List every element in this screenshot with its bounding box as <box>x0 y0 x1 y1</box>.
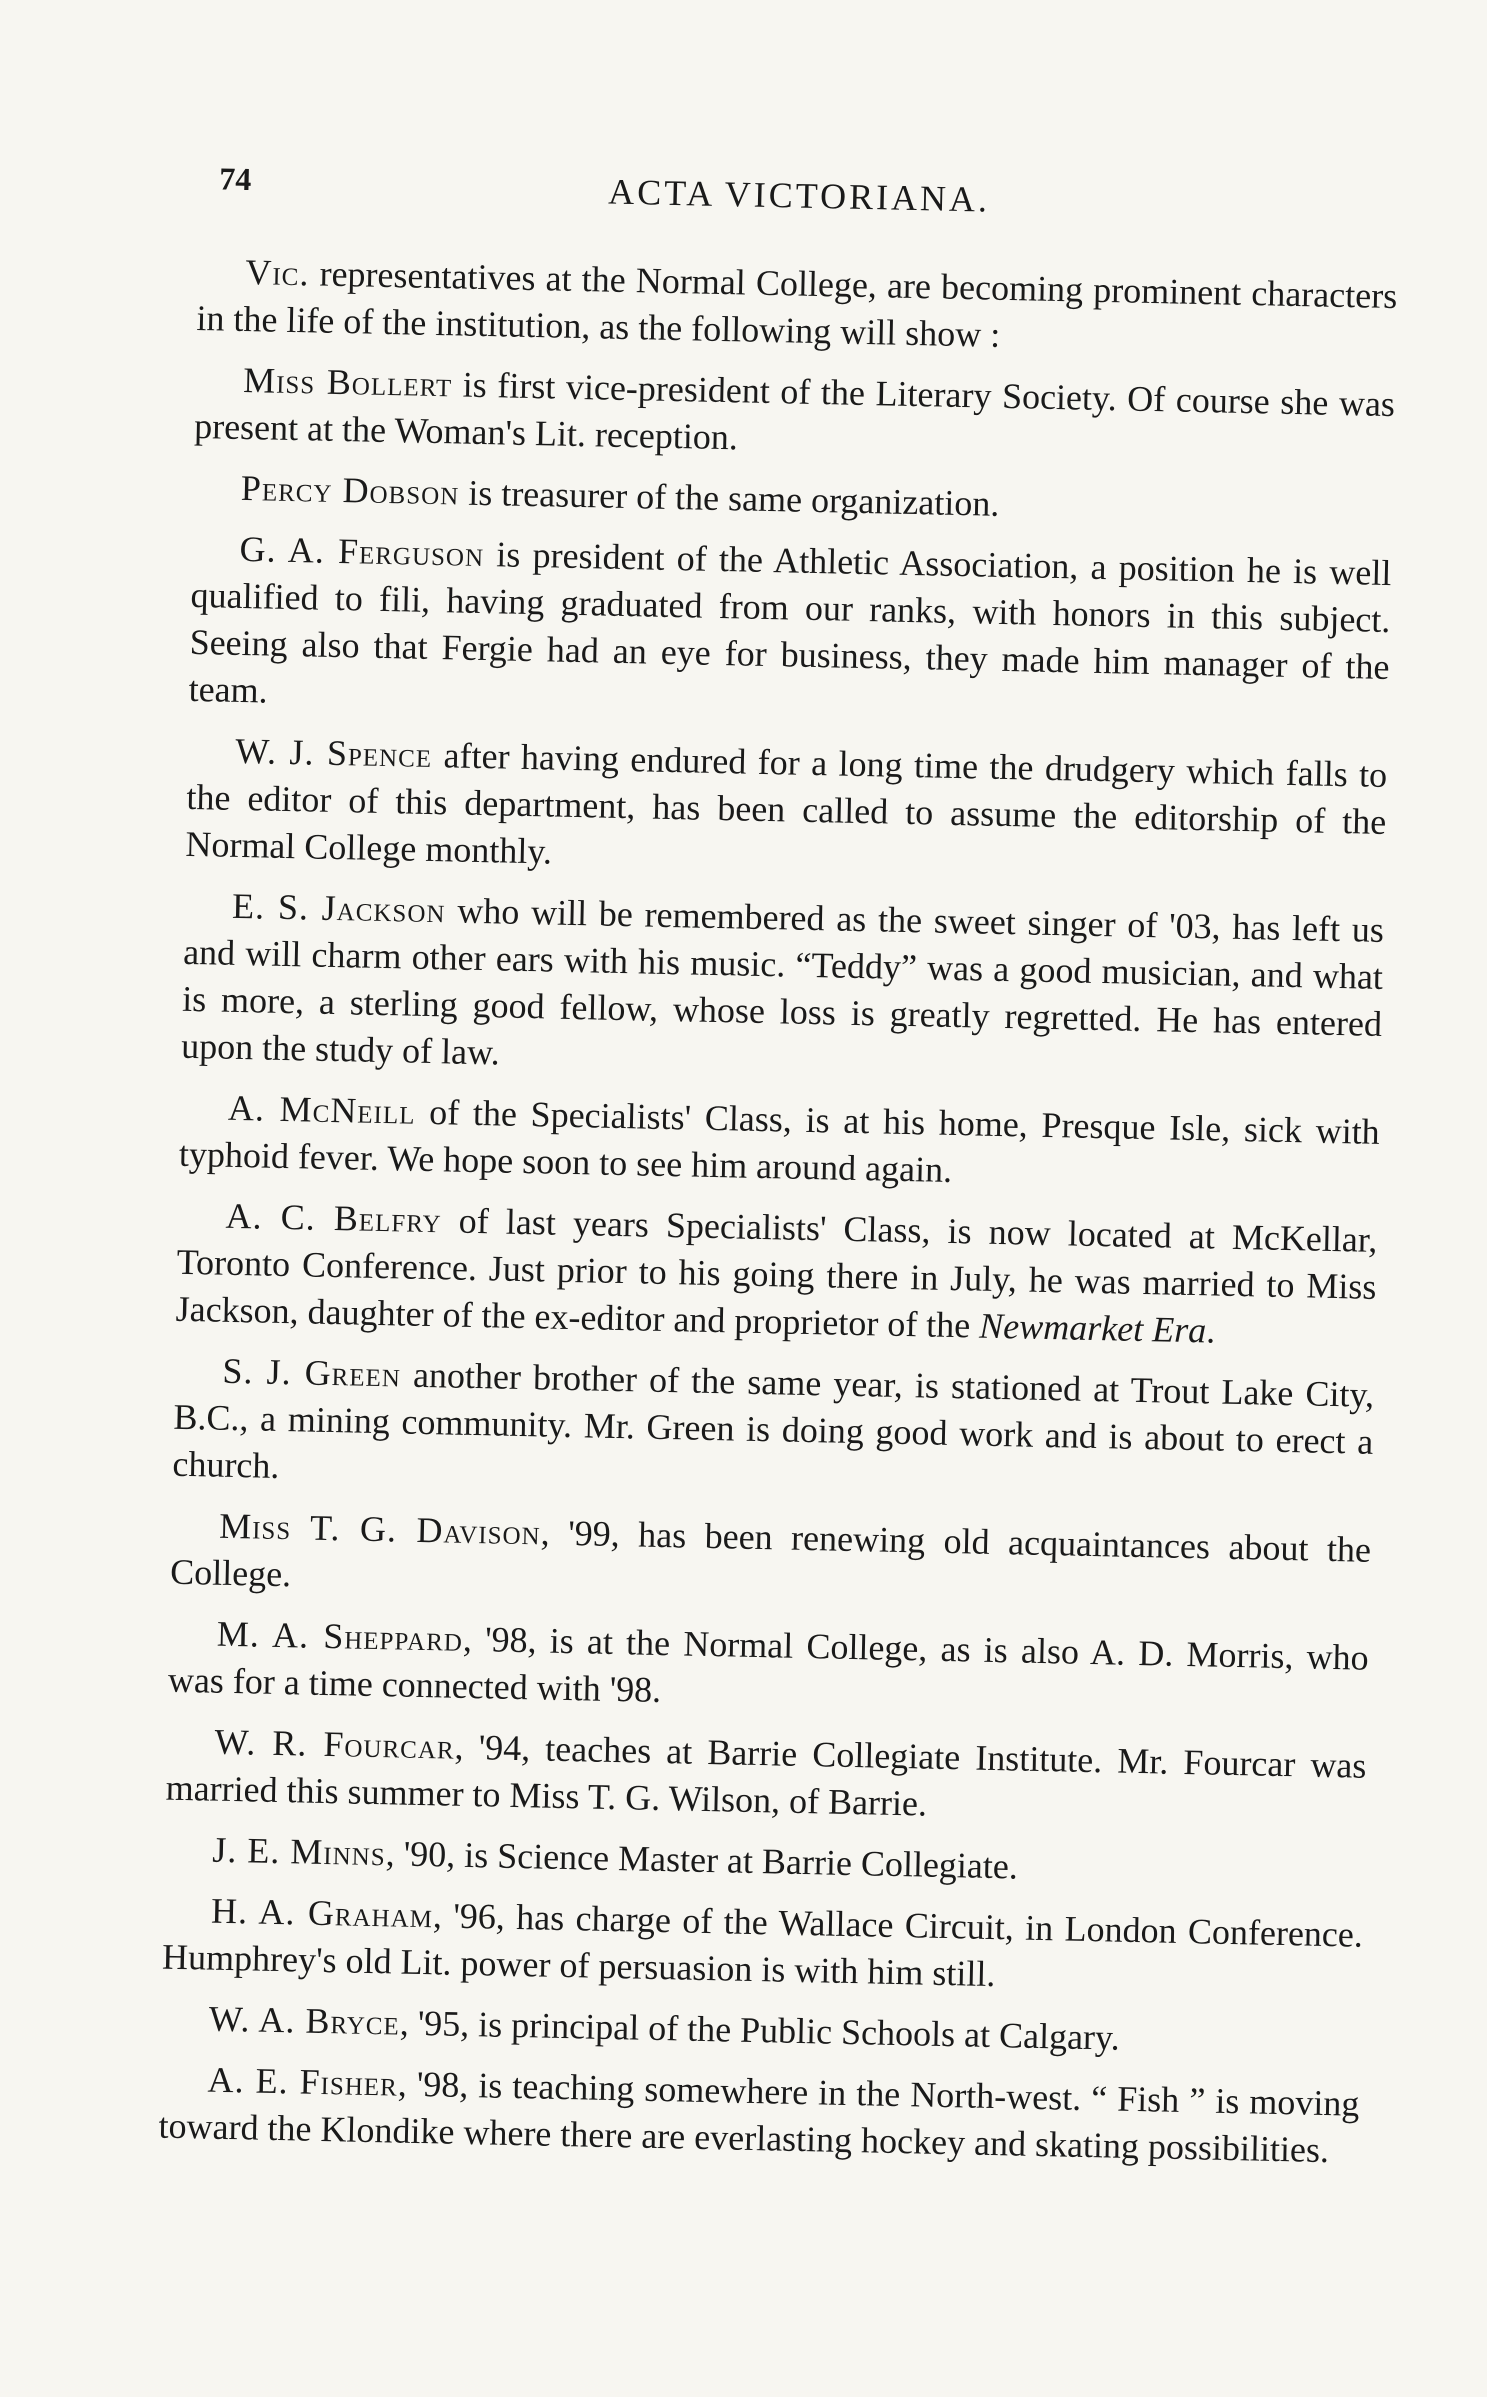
paragraph-minns <box>164 1826 1365 1898</box>
entry-text: is president of the Athletic Association, a position he is well qualified to fili, having graduated from our ranks, with honors in this subject. Seeing also that Fergie had an eye for business, they made him manager of the team. <box>188 534 1392 711</box>
paragraph-davison <box>170 1502 1372 1621</box>
paragraph-bryce <box>160 1995 1361 2067</box>
entry-name: A. E. Fisher <box>207 2059 399 2104</box>
page-number: 74 <box>219 160 252 198</box>
entry-text: , '98, is at the Normal College, as is also A. D. Morris, who was for a time connected with '98. <box>167 1618 1370 1710</box>
paragraph-jackson <box>181 882 1385 1095</box>
entry-text: representatives at the Normal College, are becoming prominent characters in the life of the institution, as the following will show : <box>196 253 1398 355</box>
entry-text: another brother of the same year, is stationed at Trout Lake City, B.C., a mining community. Mr. Green is doing good work and is about to erect a church. <box>172 1354 1375 1486</box>
alumni-notes <box>158 248 1398 2175</box>
paragraph-fisher <box>158 2056 1360 2175</box>
entry-text: after having endured for a long time the drudgery which falls to the editor of this department, has been called to assume the editorship of the Normal College monthly. <box>185 734 1388 872</box>
paragraph-belfry <box>175 1192 1378 1358</box>
entry-text: , '94, teaches at Barrie Collegiate Institute. Mr. Fourcar was married this summer to Miss T. G. Wilson, of Barrie. <box>165 1726 1367 1824</box>
newspaper-title: Newmarket Era <box>978 1305 1207 1351</box>
paragraph-bollert <box>194 356 1396 475</box>
entry-text: , '90, is Science Master at Barrie Collegiate. <box>385 1833 1019 1887</box>
entry-name: W. A. Bryce <box>208 1998 401 2043</box>
entry-text: of the Specialists' Class, is at his home, Presque Isle, sick with typhoid fever. We hope soon to see him around again. <box>178 1091 1381 1190</box>
entry-name: Vic. <box>245 251 310 294</box>
entry-name: G. A. Ferguson <box>239 528 485 575</box>
entry-name: W. J. Spence <box>235 730 433 775</box>
entry-name: H. A. Graham <box>210 1890 434 1936</box>
entry-name: A. McNeill <box>227 1087 416 1132</box>
paragraph-spence <box>185 727 1388 893</box>
running-head: ACTA VICTORIANA. <box>607 171 991 220</box>
entry-name: Miss T. G. Davison <box>218 1505 542 1553</box>
paragraph-vic-representatives <box>196 248 1398 367</box>
paragraph-fourcar <box>165 1718 1367 1837</box>
entry-text: is first vice-president of the Literary Society. Of course she was present at the Woman's Lit. reception. <box>193 364 1396 458</box>
entry-name: M. A. Sheppard <box>216 1613 464 1659</box>
paragraph-mcneill <box>178 1084 1380 1203</box>
entry-tail: . <box>1205 1310 1216 1351</box>
entry-name: A. C. Belfry <box>225 1195 443 1241</box>
paragraph-green <box>172 1347 1375 1513</box>
entry-text: who will be remembered as the sweet singer of '03, has left us and will charm other ears with his music. “Teddy” was a good musician, and what is more, a sterling good fellow, whose loss is greatly regretted. He has entered upon the study of law. <box>180 890 1385 1073</box>
entry-name: J. E. Minns <box>211 1829 387 1874</box>
paragraph-ferguson <box>188 525 1392 738</box>
paragraph-dobson <box>192 464 1393 536</box>
entry-text: , '96, has charge of the Wallace Circuit, in London Conference. Humphrey's old Lit. power of persuasion is with him still. <box>161 1895 1364 1995</box>
paragraph-graham <box>162 1887 1364 2006</box>
entry-name: Percy Dobson <box>240 467 460 513</box>
entry-name: W. R. Fourcar <box>214 1721 456 1767</box>
entry-text: , '95, is principal of the Public Schools at Calgary. <box>399 2002 1121 2058</box>
entry-name: Miss Bollert <box>242 359 453 405</box>
entry-text: , '98, is teaching somewhere in the North-west. “ Fish ” is moving toward the Klondike where there are everlasting hockey and skating possibilities. <box>158 2063 1360 2171</box>
entry-text: of last years Specialists' Class, is now located at McKellar, Toronto Conference. Just prior to his going there in July, he was married to Miss Jackson, daughter of the ex-editor and proprietor of the <box>175 1200 1378 1346</box>
paragraph-sheppard <box>167 1610 1369 1729</box>
entry-text: , '99, has been renewing old acquaintances about the College. <box>169 1512 1372 1595</box>
entry-name: S. J. Green <box>222 1350 402 1395</box>
page-header <box>199 150 1400 245</box>
entry-name: E. S. Jackson <box>231 885 446 931</box>
entry-text: is treasurer of the same organization. <box>458 472 1000 524</box>
document-page <box>158 150 1400 2189</box>
